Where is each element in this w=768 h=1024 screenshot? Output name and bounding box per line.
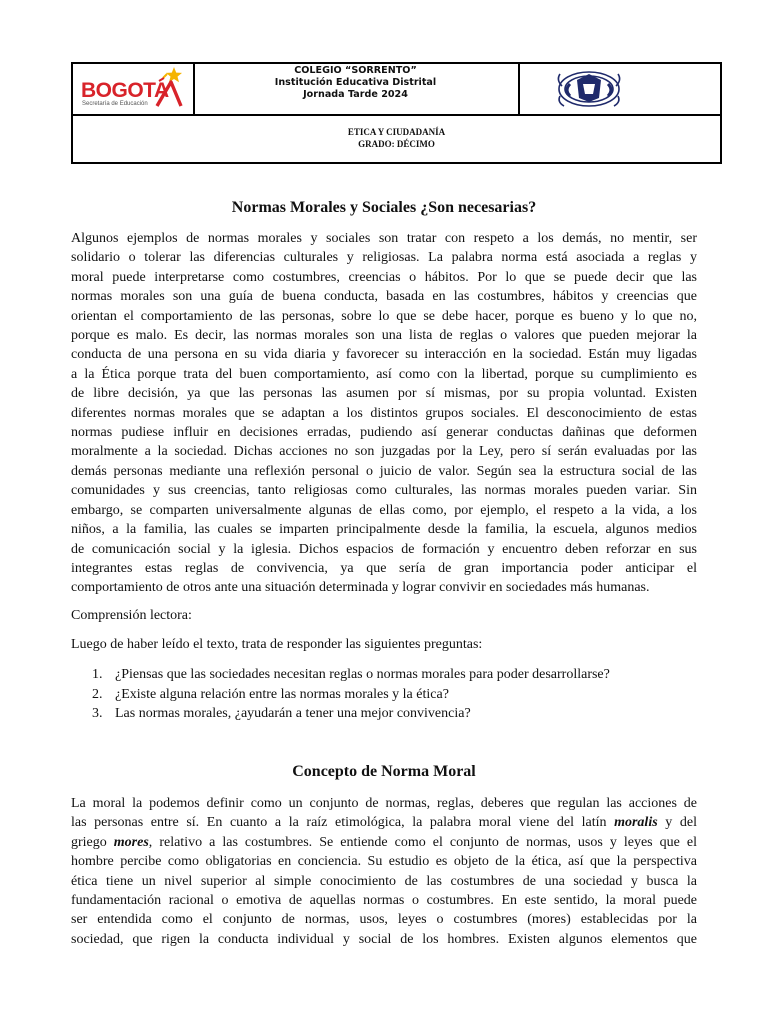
grade-level: GRADO: DÉCIMO (358, 139, 435, 149)
latin-term: moralis (614, 815, 658, 831)
logo-subtitle: Secretaría de Educación (82, 101, 148, 107)
section2-paragraph (71, 794, 697, 949)
paragraph-line: normas morales son una guía de buena conducta, basada en las costumbres, hábitos y creencias que (71, 289, 697, 305)
school-shift: Jornada Tarde 2024 (303, 89, 408, 100)
paragraph-line: ser entendida como el conjunto de normas, usos, leyes o costumbres (mores) establecidas por la (71, 912, 697, 928)
school-seal-icon (520, 64, 720, 114)
section1-title: Normas Morales y Sociales ¿Son necesarias? (231, 199, 537, 216)
instruction-text: Luego de haber leído el texto, trata de responder las siguientes preguntas: (71, 637, 483, 652)
paragraph-line: diferentes normas morales que se adaptan a los distintos grupos sociales. El desconocimiento de estas (71, 405, 697, 421)
paragraph-line: comunidades y sus creencias, tanto religiosas como culturales, las normas morales pueden variar. Sin (71, 483, 697, 499)
paragraph-line: niños, a la familia, las cuales se imparten principalmente desde la familia, la escuela, algunos medios (71, 522, 697, 538)
bogota-logo-cell (73, 64, 195, 114)
paragraph-line: de comunicación social y la iglesia. Dichos espacios de formación y encuentro deben reforzar en sus (71, 541, 697, 557)
greek-term: mores (113, 834, 149, 850)
question-item: 1. ¿Piensas que las sociedades necesitan reglas o normas morales para poder desarrollarse? (92, 667, 610, 682)
paragraph-line: porque es malo. Es decir, las normas morales son una lista de reglas o valores que pueden mejorar la (71, 328, 697, 344)
paragraph-line: sociedad, que rigen la conducta individual y social de los hombres. Existen algunos elementos que (71, 931, 697, 947)
paragraph-line: orientan el comportamiento de las personas, sobre lo que se debe hacer, porque es bueno y lo que no, (71, 308, 697, 324)
questions-list (71, 665, 610, 724)
paragraph-line: griego mores, relativo a las costumbres. Se entiende como el conjunto de normas, usos y leyes que el (71, 834, 697, 850)
paragraph-line: Algunos ejemplos de normas morales y sociales son tratar con respeto a los demás, no mentir, ser (71, 231, 697, 246)
school-name: COLEGIO “SORRENTO” (294, 65, 417, 76)
paragraph-line: solidario o tolerar las diferencias culturales y religiosas. La palabra norma está asociada a reglas y (71, 250, 697, 266)
section2-title: Concepto de Norma Moral (292, 763, 476, 780)
logo-wordmark: BOGOTA (81, 79, 169, 102)
paragraph-line: a la Ética porque trata del buen comportamiento, así como con la libertad, porque su cumplimiento es (71, 366, 697, 382)
paragraph-line: embargo, se comparten universalmente algunas de ellas como, por ejemplo, el respeto a la vida, a los (71, 502, 697, 518)
school-seal-cell (520, 64, 720, 114)
section1-paragraph (71, 229, 697, 598)
header-table (71, 62, 722, 164)
paragraph-line: normas pudiese influir en decisiones erradas, pudiendo así generar conductas dañinas que deformen (71, 425, 697, 441)
paragraph-line: La moral la podemos definir como un conjunto de normas, reglas, deberes que regulan las acciones de (71, 796, 697, 811)
subject-name: ETICA Y CIUDADANÍA (347, 127, 446, 137)
paragraph-line: hombre percibe como obligatorias en conciencia. Su estudio es objeto de la ética, así que la perspectiva (71, 854, 697, 870)
header-row-top (73, 64, 720, 116)
paragraph-line: moralmente a la sociedad. Dichas acciones no son juzgadas por la Ley, pero sí serán evaluadas por las (71, 444, 697, 460)
institution-type: Institución Educativa Distrital (274, 77, 437, 88)
paragraph-line: ética tiene un nivel superior al simple conocimiento de las costumbres de una sociedad y busca la (71, 873, 697, 889)
paragraph-line: fundamentación racional o emotiva de aquellas normas o costumbres. En este sentido, la moral puede (71, 893, 697, 909)
paragraph-line: integrantes estas reglas de convivencia, ya que sería de gran importancia poder anticipar el (71, 560, 697, 576)
paragraph-line: de libre decisión, ya que las personas las asumen por sí mismas, por su propia voluntad. Existen (71, 386, 697, 402)
paragraph-line: las personas entre sí. En cuanto a la raíz etimológica, la palabra moral viene del latín moralis y del (71, 815, 697, 831)
paragraph-line: moral puede interpretarse como costumbres, creencias o hábitos. Por lo que se puede decir que las (71, 269, 697, 285)
paragraph-line: conducta de una persona en su vida diaria y favorecer su interacción en la sociedad. Están muy ligadas (71, 347, 697, 363)
question-item: 3. Las normas morales, ¿ayudarán a tener una mejor convivencia? (92, 706, 471, 721)
paragraph-line: comportamiento de otros ante una situación determinada y lograr convivir en sociedades más humanas. (71, 580, 650, 596)
paragraph-line: demás personas mediante una reflexión personal o juicio de valor. Según sea la estructura social de las (71, 463, 697, 479)
comprehension-label: Comprensión lectora: (71, 608, 192, 623)
subject-cell (73, 116, 720, 162)
question-item: 2. ¿Existe alguna relación entre las normas morales y la ética? (92, 686, 449, 702)
school-info-cell (193, 64, 520, 114)
